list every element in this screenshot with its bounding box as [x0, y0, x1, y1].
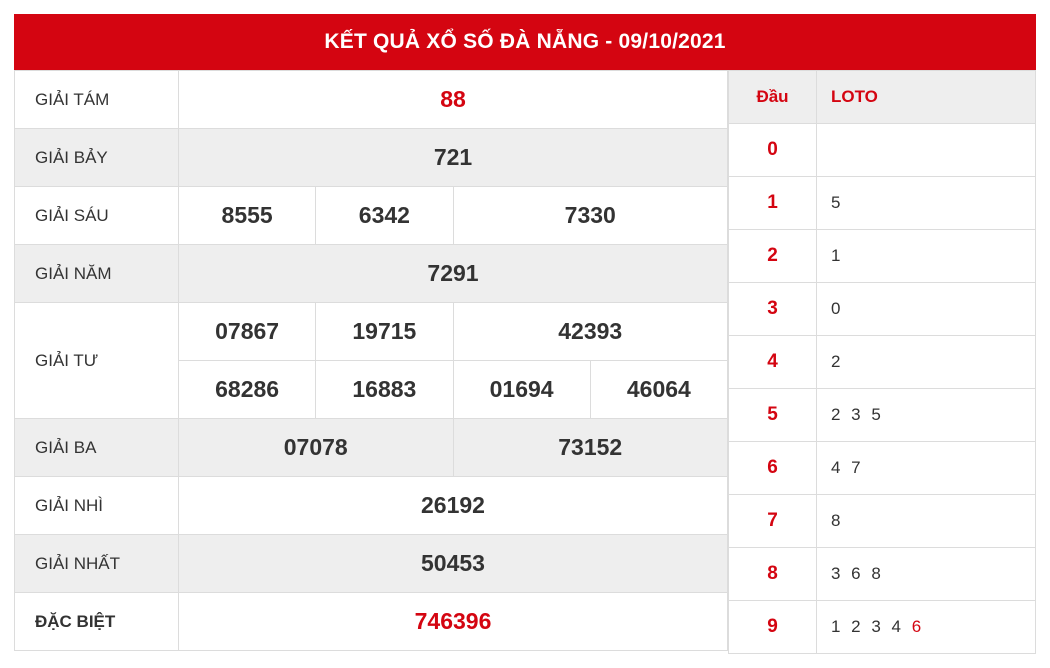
- loto-numbers-text: 3 6 8: [831, 564, 884, 583]
- prize-number: 42393: [453, 303, 728, 361]
- prize-label: GIẢI TƯ: [15, 303, 179, 419]
- table-row: [729, 389, 1036, 442]
- loto-numbers: [817, 389, 1036, 442]
- loto-head-digit: 0: [729, 124, 817, 177]
- loto-head-digit: 1: [729, 177, 817, 230]
- loto-head-digit: 6: [729, 442, 817, 495]
- table-row: [729, 601, 1036, 654]
- prize-number: 26192: [179, 477, 728, 535]
- prize-label: GIẢI NHÌ: [15, 477, 179, 535]
- table-row: [15, 129, 728, 187]
- page-header: [14, 14, 1036, 70]
- prize-number: 50453: [179, 535, 728, 593]
- prize-label: GIẢI TÁM: [15, 71, 179, 129]
- loto-head-digit: 8: [729, 548, 817, 601]
- table-row: [729, 283, 1036, 336]
- loto-head-digit: 9: [729, 601, 817, 654]
- table-row: [15, 303, 728, 361]
- loto-head-digit: 3: [729, 283, 817, 336]
- table-row: [729, 230, 1036, 283]
- prize-number: 746396: [179, 593, 728, 651]
- results-table: [14, 70, 728, 651]
- loto-numbers: [817, 230, 1036, 283]
- prize-number: 6342: [316, 187, 453, 245]
- table-row: [729, 177, 1036, 230]
- prize-label: GIẢI BA: [15, 419, 179, 477]
- table-row: [15, 419, 728, 477]
- loto-header-dau: Đầu: [729, 71, 817, 124]
- prize-number: 7330: [453, 187, 728, 245]
- loto-numbers: [817, 283, 1036, 336]
- table-row: [15, 71, 728, 129]
- loto-numbers: [817, 548, 1036, 601]
- loto-numbers-text: 5: [831, 193, 844, 212]
- loto-numbers: [817, 601, 1036, 654]
- loto-numbers-text: 2: [831, 352, 844, 371]
- prize-label: GIẢI SÁU: [15, 187, 179, 245]
- prize-label: ĐẶC BIỆT: [15, 593, 179, 651]
- loto-numbers-text: 1: [831, 246, 844, 265]
- table-row: [15, 593, 728, 651]
- content-area: [14, 70, 1036, 654]
- prize-number: 07078: [179, 419, 454, 477]
- loto-numbers-text: 4 7: [831, 458, 864, 477]
- loto-head-digit: 4: [729, 336, 817, 389]
- loto-numbers-text: 8: [831, 511, 844, 530]
- prize-number: 68286: [179, 361, 316, 419]
- table-row: [729, 442, 1036, 495]
- prize-number: 721: [179, 129, 728, 187]
- prize-number: 07867: [179, 303, 316, 361]
- prize-number: 7291: [179, 245, 728, 303]
- prize-number: 16883: [316, 361, 453, 419]
- loto-numbers: [817, 124, 1036, 177]
- table-row: [729, 124, 1036, 177]
- loto-numbers: [817, 442, 1036, 495]
- table-row: [15, 245, 728, 303]
- loto-head-digit: 2: [729, 230, 817, 283]
- table-row: [15, 187, 728, 245]
- table-row: [729, 548, 1036, 601]
- prize-label: GIẢI NHẤT: [15, 535, 179, 593]
- page-title: KẾT QUẢ XỔ SỐ ĐÀ NẴNG - 09/10/2021: [324, 30, 726, 53]
- prize-label: GIẢI BẢY: [15, 129, 179, 187]
- prize-number: 8555: [179, 187, 316, 245]
- prize-label: GIẢI NĂM: [15, 245, 179, 303]
- loto-numbers: [817, 177, 1036, 230]
- loto-table: [728, 70, 1036, 654]
- loto-numbers-highlight: 6: [911, 617, 925, 636]
- loto-numbers: [817, 336, 1036, 389]
- prize-number: 01694: [453, 361, 590, 419]
- table-row: [729, 336, 1036, 389]
- loto-head-digit: 7: [729, 495, 817, 548]
- loto-numbers-text: 2 3 5: [831, 405, 884, 424]
- table-row: [729, 495, 1036, 548]
- loto-head-digit: 5: [729, 389, 817, 442]
- prize-number: 46064: [590, 361, 727, 419]
- loto-header-row: [729, 71, 1036, 124]
- loto-numbers-text: 0: [831, 299, 844, 318]
- prize-number: 73152: [453, 419, 728, 477]
- prize-number: 88: [179, 71, 728, 129]
- loto-numbers: [817, 495, 1036, 548]
- table-row: [15, 477, 728, 535]
- table-row: [15, 535, 728, 593]
- loto-numbers-text: 1 2 3 4: [831, 617, 912, 636]
- loto-header-loto: LOTO: [817, 71, 1036, 124]
- prize-number: 19715: [316, 303, 453, 361]
